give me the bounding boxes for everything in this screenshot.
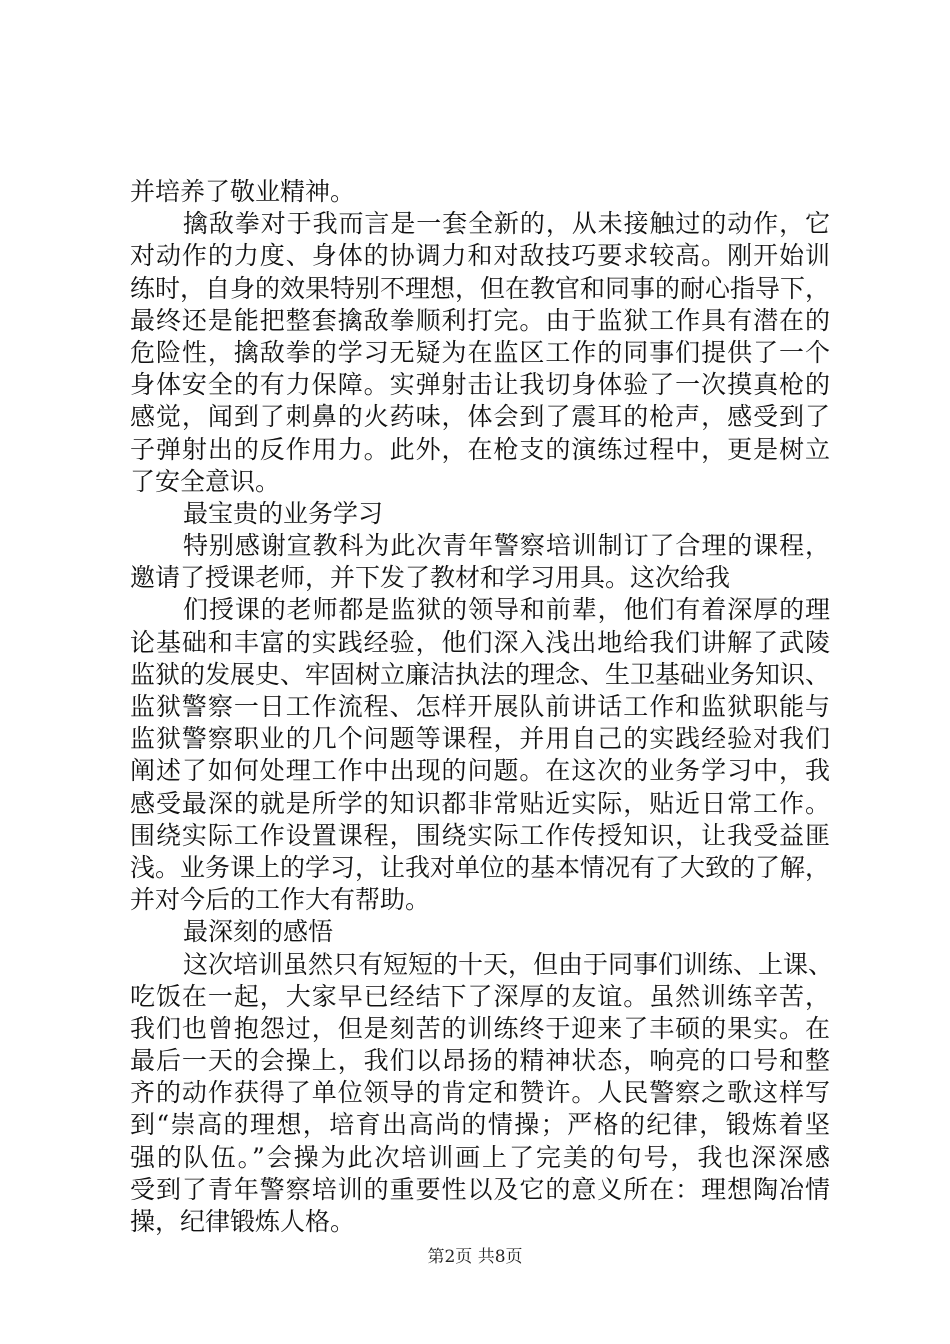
text-line: 了安全意识。 bbox=[130, 466, 281, 496]
text-line: 最宝贵的业务学习 bbox=[183, 498, 384, 528]
text-line: 并对今后的工作大有帮助。 bbox=[130, 885, 431, 915]
page-number-footer: 第2页 共8页 bbox=[427, 1247, 523, 1267]
text-line: 感觉，闻到了刺鼻的火药味，体会到了震耳的枪声，感受到了 bbox=[130, 402, 830, 432]
text-line: 监狱警察一日工作流程、怎样开展队前讲话工作和监狱职能与 bbox=[130, 692, 830, 721]
text-line: 到“崇高的理想，培育出高尚的情操；严格的纪律，锻炼着坚 bbox=[130, 1110, 830, 1140]
text-line: 监狱警察职业的几个问题等课程，并用自己的实践经验对我们 bbox=[130, 724, 830, 754]
text-line: 操，纪律锻炼人格。 bbox=[130, 1207, 356, 1236]
text-line: 并培养了敬业精神。 bbox=[130, 177, 356, 206]
text-line: 们授课的老师都是监狱的领导和前辈，他们有着深厚的理 bbox=[183, 595, 830, 625]
text-line: 这次培训虽然只有短短的十天，但由于同事们训练、上课、 bbox=[183, 949, 834, 979]
text-line: 擒敌拳对于我而言是一套全新的，从未接触过的动作，它 bbox=[183, 209, 830, 239]
text-line: 对动作的力度、身体的协调力和对敌技巧要求较高。刚开始训 bbox=[130, 241, 830, 271]
text-line: 阐述了如何处理工作中出现的问题。在这次的业务学习中，我 bbox=[130, 756, 830, 786]
text-line: 最终还是能把整套擒敌拳顺利打完。由于监狱工作具有潜在的 bbox=[130, 305, 830, 335]
text-line: 子弹射出的反作用力。此外，在枪支的演练过程中，更是树立 bbox=[130, 434, 830, 464]
text-line: 我们也曾抱怨过，但是刻苦的训练终于迎来了丰硕的果实。在 bbox=[130, 1013, 830, 1043]
document-body bbox=[130, 176, 834, 1238]
text-line: 危险性，擒敌拳的学习无疑为在监区工作的同事们提供了一个 bbox=[130, 337, 830, 367]
text-line: 练时，自身的效果特别不理想，但在教官和同事的耐心指导下， bbox=[130, 273, 831, 303]
text-line: 围绕实际工作设置课程，围绕实际工作传授知识，让我受益匪 bbox=[130, 820, 830, 850]
text-line: 强的队伍。”会操为此次培训画上了完美的句号，我也深深感 bbox=[130, 1142, 830, 1172]
text-line: 齐的动作获得了单位领导的肯定和赞许。人民警察之歌这样写 bbox=[130, 1078, 830, 1108]
text-line: 浅。业务课上的学习，让我对单位的基本情况有了大致的了解， bbox=[130, 852, 831, 882]
text-line: 特别感谢宣教科为此次青年警察培训制订了合理的课程， bbox=[183, 531, 830, 561]
text-line: 感受最深的就是所学的知识都非常贴近实际，贴近日常工作。 bbox=[130, 788, 830, 818]
text-line: 最深刻的感悟 bbox=[183, 917, 334, 947]
text-line: 邀请了授课老师，并下发了教材和学习用具。这次给我 bbox=[130, 563, 731, 593]
text-line: 论基础和丰富的实践经验，他们深入浅出地给我们讲解了武陵 bbox=[130, 627, 830, 657]
text-line: 吃饭在一起，大家早已经结下了深厚的友谊。虽然训练辛苦， bbox=[130, 981, 830, 1011]
text-line: 身体安全的有力保障。实弹射击让我切身体验了一次摸真枪的 bbox=[130, 370, 830, 400]
text-line: 监狱的发展史、牢固树立廉洁执法的理念、生卫基础业务知识、 bbox=[130, 659, 831, 689]
text-line: 受到了青年警察培训的重要性以及它的意义所在：理想陶冶情 bbox=[130, 1174, 830, 1204]
text-line: 最后一天的会操上，我们以昂扬的精神状态，响亮的口号和整 bbox=[130, 1046, 830, 1076]
